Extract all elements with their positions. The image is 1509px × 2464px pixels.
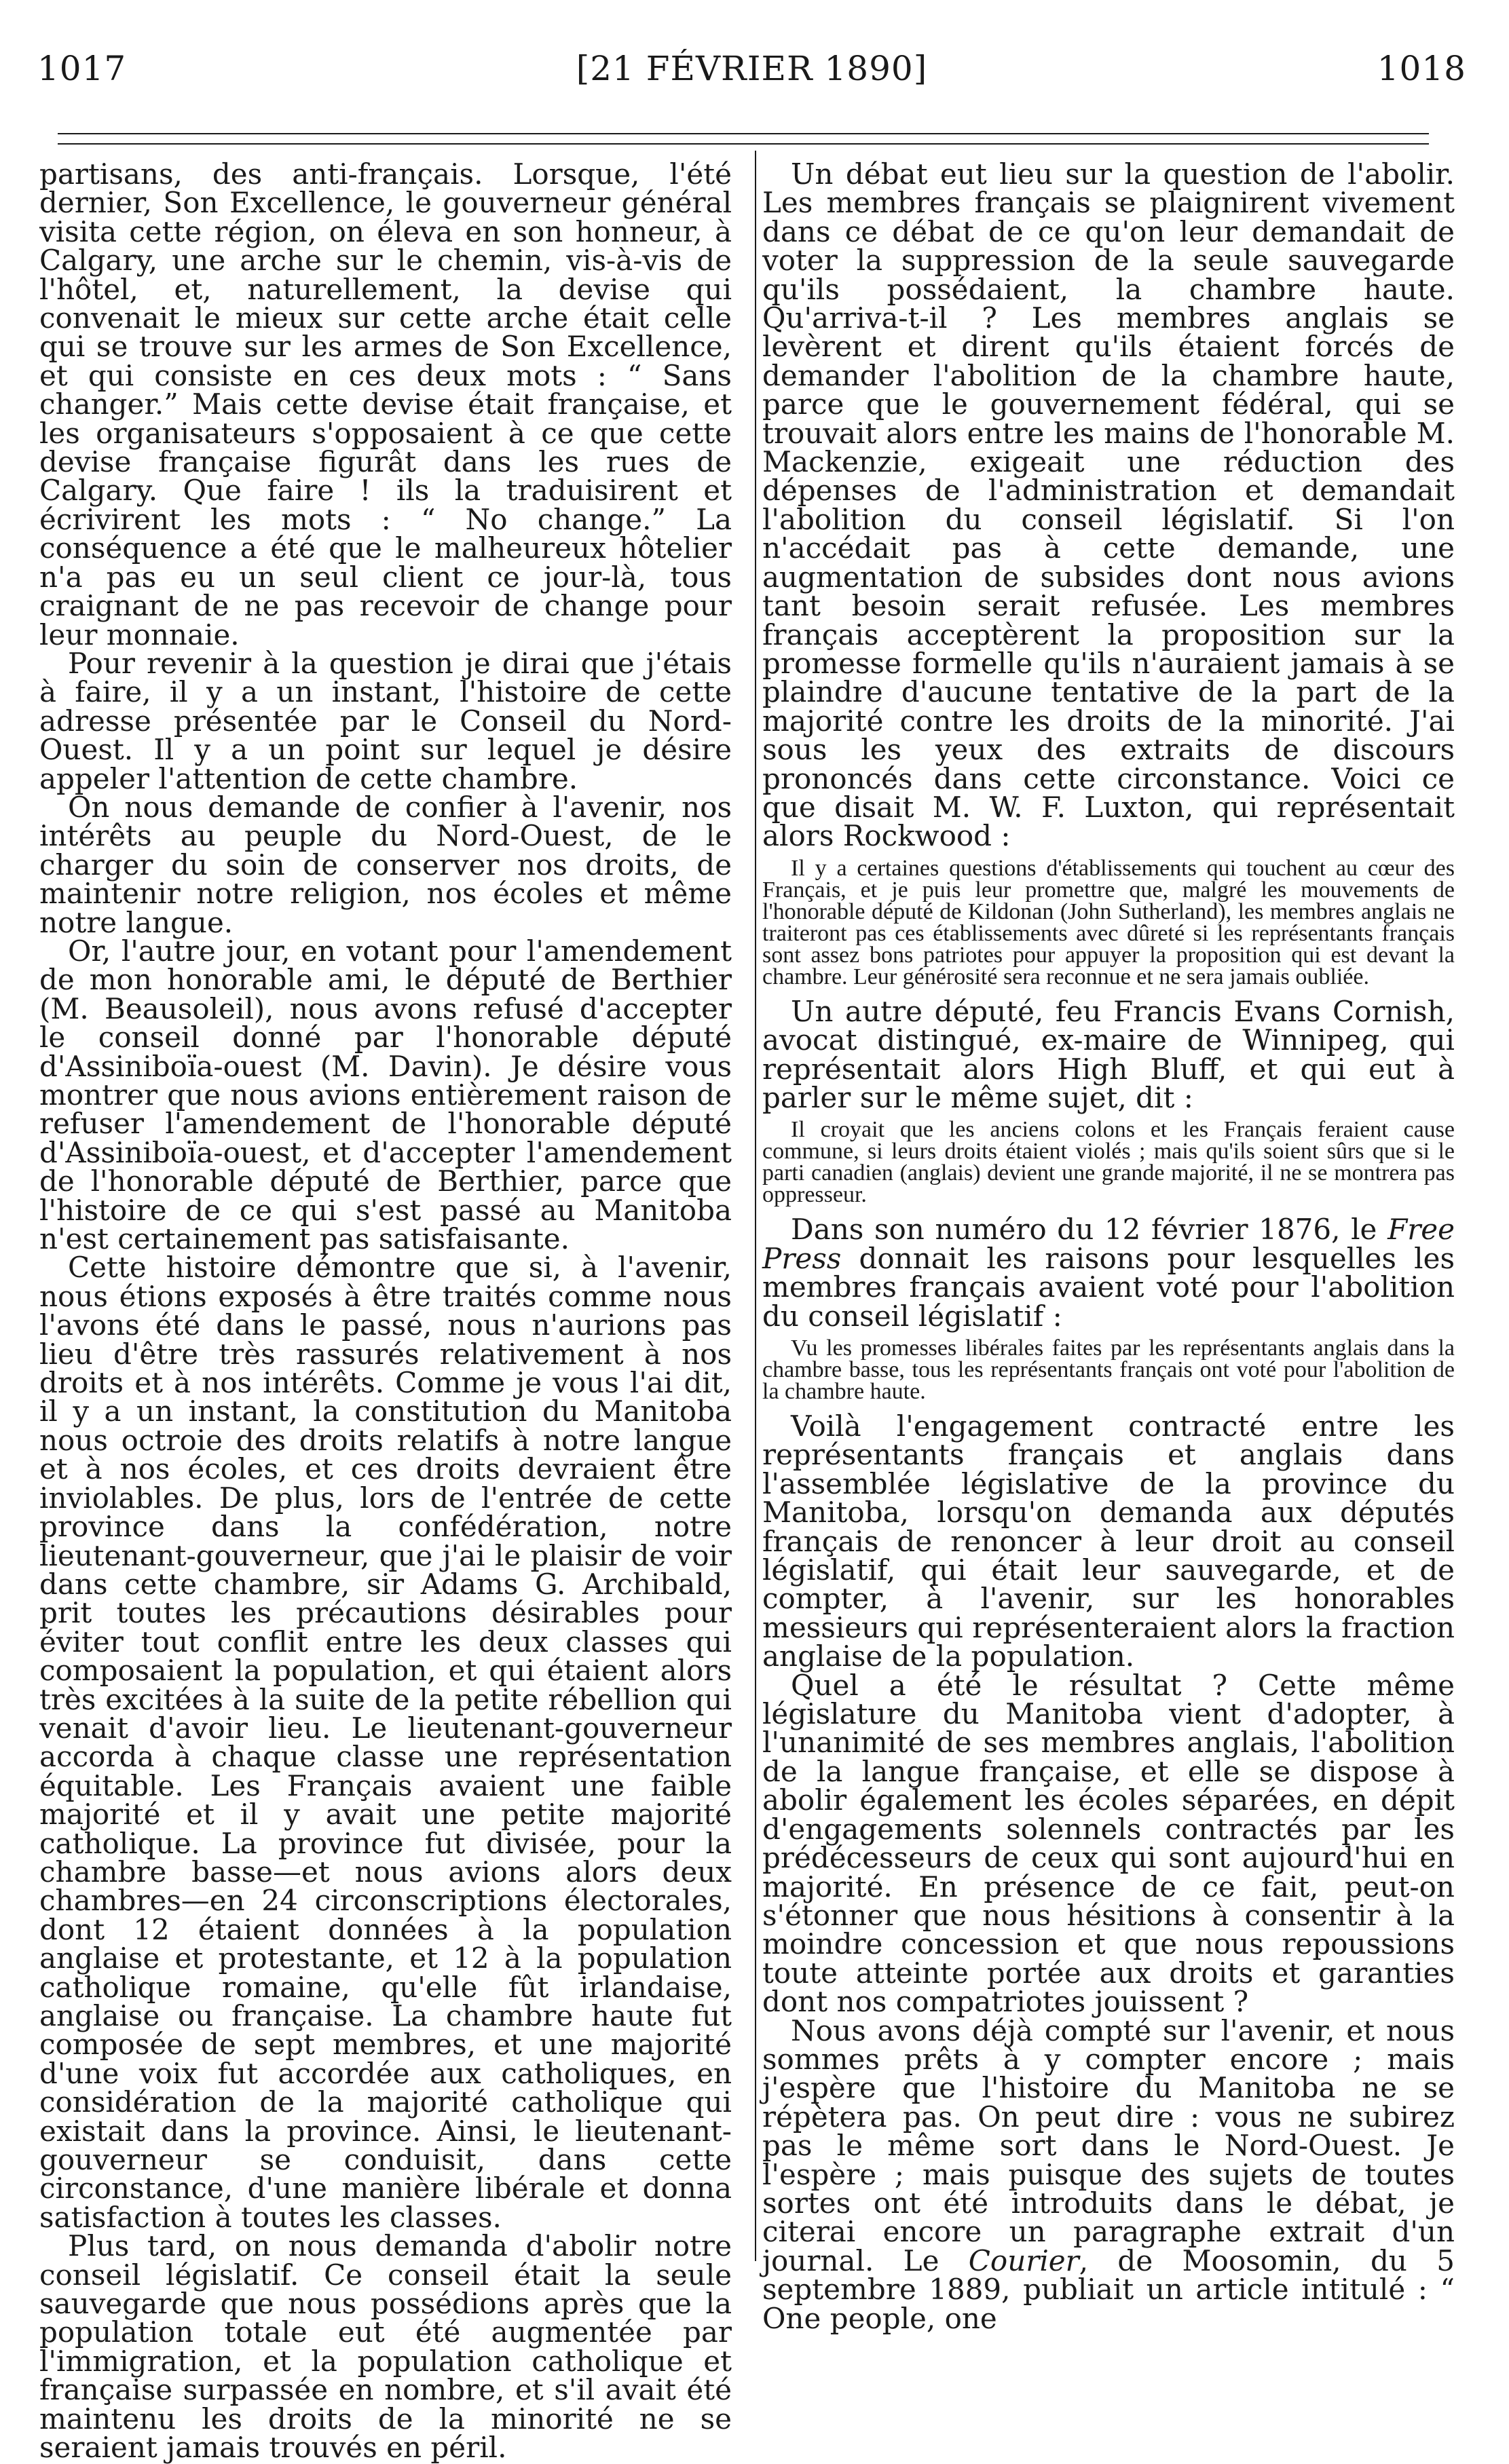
header-rule-top — [58, 133, 1429, 134]
paragraph — [762, 2013, 1455, 2335]
paragraph: partisans, des anti-français. Lorsque, l'été dernier, Son Excellence, le gouverneur général visita cette région, on éleva en son honneur, à Calgary, une arche sur le chemin, vis-à-vis de l'hôtel, et, naturellement, la devise qui convenait le mieux sur cette arche était celle qui se trouve sur les armes de Son Excellence, et qui consiste en ces deux mots : “ Sans changer.” Mais cette devise était française, et les organisateurs s'opposaient à ce que cette devise française figurât dans les rues de Calgary. Que faire ! ils la traduisirent et écrivirent les mots : “ No change.” La conséquence a été que le malheureux hôtelier n'a pas eu un seul client ce jour-là, tous craignant de ne pas recevoir de change pour leur monnaie. — [39, 157, 732, 651]
block-quote: Vu les promesses libérales faites par les représentants anglais dans la chambre basse, tous les représentants français ont voté pour l'abolition de la chambre haute. — [762, 1335, 1455, 1404]
paragraph: Quel a été le résultat ? Cette même législature du Manitoba vient d'adopter, à l'unanimité de ses membres anglais, l'abolition de la langue française, et elle se dispose à abolir également les écoles séparées, en dépit d'engagements solennels contractés par les prédécesseurs de ceux qui sont aujourd'hui en majorité. En présence de ce fait, peut-on s'étonner que nous hésitions à consentir à la moindre concession et que nous repoussions toute atteinte portée aux droits et garanties dont nos compatriotes jouissent ? — [762, 1668, 1455, 2019]
page-header — [37, 49, 1466, 103]
right-column — [762, 157, 1455, 2335]
paragraph: Un débat eut lieu sur la question de l'abolir. Les membres français se plaignirent vivement dans ce débat de ce qu'on leur demandait de voter la suppression de la seule sauvegarde qu'ils possédaient, la chambre haute. Qu'arriva-t-il ? Les membres anglais se levèrent et dirent qu'ils étaient forcés de demander l'abolition de la chambre haute, parce que le gouvernement fédéral, qui se trouvait alors entre les mains de l'honorable M. Mackenzie, exigeait une réduction des dépenses de l'administration et demandait l'abolition du conseil législatif. Si l'on n'accédait pas à cette demande, une augmentation de subsides dont nous avions tant besoin serait refusée. Les membres français acceptèrent la proposition sur la promesse formelle qu'ils n'auraient jamais à se plaindre d'aucune tentative de la part de la majorité contre les droits de la minorité. J'ai sous les yeux des extraits de discours prononcés dans cette circonstance. Voici ce que disait M. W. F. Luxton, qui représentait alors Rockwood : — [762, 157, 1455, 853]
text-run: Dans son numéro du 12 février 1876, le — [791, 1213, 1388, 1247]
page-number-right: 1018 — [1377, 49, 1466, 88]
page-number-left: 1017 — [37, 49, 127, 88]
paragraph — [762, 1215, 1455, 1331]
paragraph: Cette histoire démontre que si, à l'avenir, nous étions exposés à être traités comme nous l'avons été dans le passé, nous n'aurions pas lieu d'être très rassurés relativement à nos droits et à nos intérêts. Comme je vous l'ai dit, il y a un instant, la constitution du Manitoba nous octroie des droits relatifs à notre langue et à nos écoles, et ces droits devraient être inviolables. De plus, lors de l'entrée de cette province dans la confédération, notre lieutenant-gouverneur, que j'ai le plaisir de voir dans cette chambre, sir Adams G. Archibald, prit toutes les précautions désirables pour éviter tout conflit entre les deux classes qui composaient la population, et qui étaient alors très excitées à la suite de la petite rébellion qui venait d'avoir lieu. Le lieutenant-gouverneur accorda à chaque classe une représentation équitable. Les Français avaient une faible majorité et il y avait une petite majorité catholique. La province fut divisée, pour la chambre basse—et nous avions alors deux chambres—en 24 circonscriptions électorales, dont 12 étaient données à la population anglaise et protestante, et 12 à la population catholique romaine, qu'elle fût irlandaise, anglaise ou française. La chambre haute fut composée de sept membres, et une majorité d'une voix fut accordée aux catholiques, en considération de la majorité catholique qui existait dans la province. Ainsi, le lieutenant-gouverneur se conduisit, dans cette circonstance, d'une manière libérale et donna satisfaction à toutes les classes. — [39, 1251, 732, 2234]
paragraph: Pour revenir à la question je dirai que j'étais à faire, il y a un instant, l'histoire de cette adresse présentée par le Conseil du Nord-Ouest. Il y a un point sur lequel je désire appeler l'attention de cette chambre. — [39, 646, 732, 795]
paragraph: Plus tard, on nous demanda d'abolir notre conseil législatif. Ce conseil était la seule sauvegarde que nous possédions après que la population totale eut été augmentée par l'immigration, et la population catholique et française surpassée en nombre, et s'il avait été maintenu les droits de la minorité ne se seraient jamais trouvés en péril. — [39, 2229, 732, 2464]
text-run: , de Moosomin, du 5 septembre 1889, publiait un article intitulé : “ One people, one — [762, 2243, 1455, 2335]
text-run: Nous avons déjà compté sur l'avenir, et nous sommes prêts à y compter encore ; mais j'espère que l'histoire du Manitoba ne se répètera pas. On peut dire : vous ne subirez pas le même sort dans le Nord-Ouest. Je l'espère ; mais puisque des sujets de toutes sortes ont été introduits dans le débat, je citerai encore un paragraphe extrait d'un journal. Le — [762, 2013, 1455, 2277]
newspaper-title: Free Press — [762, 1213, 1455, 1275]
paragraph: On nous demande de confier à l'avenir, nos intérêts au peuple du Nord-Ouest, de le charger du soin de conserver nos droits, de maintenir notre religion, nos écoles et même notre langue. — [39, 790, 732, 939]
block-quote: Il croyait que les anciens colons et les Français feraient cause commune, si leurs droits étaient violés ; mais qu'ils soient sûrs que si le parti canadien (anglais) devient une grande majorité, il ne se montrera pas oppresseur. — [762, 1117, 1455, 1208]
block-quote: Il y a certaines questions d'établissements qui touchent au cœur des Français, et je puis leur promettre que, malgré les mouvements de l'honorable député de Kildonan (John Sutherland), les membres anglais ne traiteront pas ces établissements avec dûreté si les représentants français sont assez bons patriotes pour appuyer la proposition qui est devant la chambre. Leur générosité sera reconnue et ne sera jamais oubliée. — [762, 855, 1455, 989]
page-title: [21 FÉVRIER 1890] — [576, 49, 928, 88]
paragraph: Or, l'autre jour, en votant pour l'amendement de mon honorable ami, le député de Berthier (M. Beausoleil), nous avons refusé d'accepter le conseil donné par l'honorable député d'Assiniboïa-ouest (M. Davin). Je désire vous montrer que nous avions entièrement raison de refuser l'amendement de l'honorable député d'Assiniboïa-ouest, et d'accepter l'amendement de l'honorable député de Berthier, parce que l'histoire de ce qui s'est passé au Manitoba n'est certainement pas satisfaisante. — [39, 934, 732, 1256]
paragraph: Un autre député, feu Francis Evans Cornish, avocat distingué, ex-maire de Winnipeg, qui représentait alors High Bluff, et qui eut à parler sur le même sujet, dit : — [762, 994, 1455, 1114]
paragraph: Voilà l'engagement contracté entre les représentants français et anglais dans l'assemblée législative de la province du Manitoba, lorsqu'on demanda aux députés français de renoncer à leur droit au conseil législatif, qui était leur sauvegarde, et de compter, à l'avenir, sur les honorables messieurs qui représenteraient alors la fraction anglaise de la population. — [762, 1409, 1455, 1673]
text-run: donnait les raisons pour lesquelles les membres français avaient voté pour l'abolition du conseil législatif : — [762, 1241, 1455, 1333]
left-column — [39, 157, 732, 2464]
header-rule-bottom — [58, 143, 1429, 145]
newspaper-title: Courier — [968, 2243, 1079, 2277]
column-divider — [755, 151, 756, 2261]
